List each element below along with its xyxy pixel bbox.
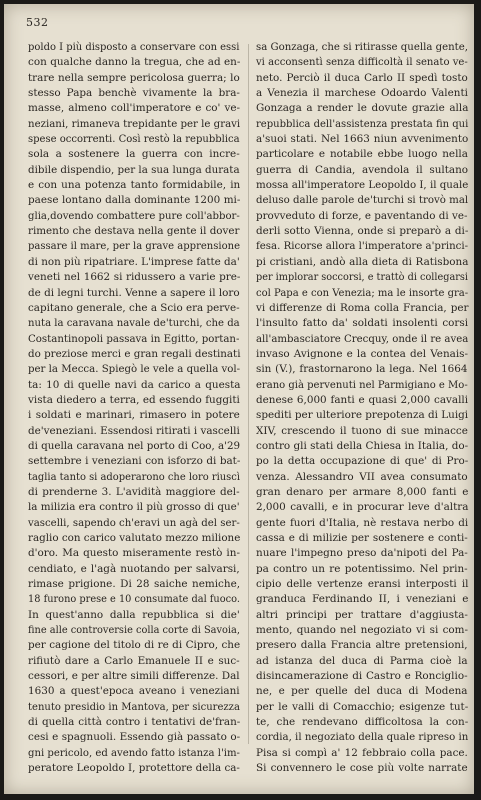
text-line: contro gli stati della Chiesa in Italia, do-	[256, 439, 469, 452]
text-line: do preziose merci e gran regali destinati	[28, 347, 241, 360]
text-line: neto. Perciò il duca Carlo II spedì tosto	[256, 71, 468, 84]
text-line: di non più ripatriare. L'imprese fatte da'	[28, 255, 240, 268]
text-line: venza. Alessandro VII avea consumato	[256, 470, 468, 483]
text-line: repubblica dell'assistenza prestata fin qui	[256, 117, 469, 130]
text-line: Pisa si compì a' 12 febbraio colla pace.	[256, 746, 468, 759]
text-line: spese occorrenti. Così restò la repubblica	[28, 133, 240, 146]
text-line: cordia, il negoziato della quale ripreso in	[256, 731, 469, 744]
text-line: la milizia era contro il più grosso di que'	[28, 501, 240, 514]
text-line: all'ambasciatore Crecquy, onde il re avea	[256, 332, 469, 345]
text-line: sola a sostenere la guerra con incre-	[28, 148, 240, 161]
text-line: dibile dispendio, per la sua lunga durata	[28, 163, 240, 176]
text-line: cesi e spagnuoli. Essendo già passato o-	[28, 731, 241, 744]
text-line: ta: 10 di quelle navi da carico a questa	[28, 378, 241, 391]
text-line: te, che rendevano difficoltosa la con-	[256, 716, 469, 729]
text-line: derli sotto Vienna, onde si preparò a di-	[256, 225, 469, 238]
text-line: l'insulto fatto da' soldati insolenti corsi	[256, 317, 469, 330]
text-line: pi cristiani, andò alla dieta di Ratisbona	[256, 255, 469, 268]
text-line: vascelli, sapendo ch'eravi un agà del ser-	[28, 516, 240, 529]
text-line: rimento che destava nella gente il dover	[28, 225, 240, 238]
text-line: particolare e notabile ebbe luogo nella	[256, 148, 468, 161]
text-line: 2,000 cavalli, e in procurar leve d'altra	[256, 501, 469, 514]
text-line: e con una potenza tanto formidabile, in	[28, 179, 241, 192]
text-line: capitano generale, che a Scio era perve-	[28, 301, 240, 314]
text-line: trare nella sempre pericolosa guerra; lo	[28, 71, 240, 84]
text-line: rifiutò dare a Carlo Emanuele II e suc-	[28, 654, 240, 667]
text-line: granduca Ferdinando II, i veneziani e	[256, 593, 469, 606]
text-line: i soldati e marinari, rimasero in potere	[28, 409, 240, 422]
text-line: XIV, crescendo il tuono di sue minacce	[256, 424, 468, 437]
text-line: Gonzaga a render le dovute grazie alla	[256, 102, 469, 115]
text-line: peratore Leopoldo I, protettore della ca-	[28, 762, 240, 775]
text-line: masse, almeno coll'imperatore e co' ve-	[28, 102, 241, 115]
text-line: per implorar soccorsi, e trattò di collegarsi	[256, 271, 468, 284]
text-line: paese lontano dalla dominante 1200 mi-	[28, 194, 241, 207]
text-line: poldo I più disposto a conservare con essi	[28, 41, 240, 53]
text-line: mento, quando nel negoziato vi si com-	[256, 624, 469, 637]
text-line: d'oro. Ma questo miseramente restò in-	[28, 547, 240, 560]
text-line: a'suoi stati. Nel 1663 niun avvenimento	[256, 133, 469, 146]
text-line: con qualche danno la tregua, che ad en-	[28, 56, 241, 69]
right-text-column	[256, 40, 468, 777]
text-line: sin (V.), frastornarono la lega. Nel 1664	[256, 363, 468, 376]
text-line: Si convennero le cose più volte narrate	[256, 762, 468, 775]
text-line: invaso Avignone e la contea del Venais-	[256, 347, 469, 360]
text-line: settembre i veneziani con isforzo di bat-	[28, 455, 241, 468]
text-line: tenuto presidio in Mantova, per sicurezza	[28, 700, 240, 713]
text-line: deluso dalle parole de'turchi si trovò mal	[256, 194, 469, 207]
text-line: nuta la caravana navale de'turchi, che da	[28, 317, 240, 330]
text-line: passare il mare, per la grave apprensione	[28, 240, 241, 253]
text-line: veneti nel 1662 si ridussero a varie pre-	[28, 271, 241, 284]
text-line: rimase prigione. Di 28 saiche nemiche,	[28, 578, 241, 591]
text-line: spediti per ulteriore prepotenza di Luigi	[256, 409, 469, 422]
text-line: taglia tanto si adoperarono che loro riuscì	[28, 470, 240, 483]
text-line: de di legni turchi. Venne a sapere il loro	[28, 286, 240, 299]
text-line: a Venezia il marchese Odoardo Valenti	[256, 87, 468, 100]
text-line: denese 6,000 fanti e quasi 2,000 cavalli	[256, 393, 469, 406]
page-number: 532	[26, 16, 49, 29]
text-line: vi differenze di Roma colla Francia, per	[256, 301, 469, 314]
text-line: vista diedero a terra, ed essendo fuggiti	[28, 393, 240, 406]
text-line: fine alle controversie colla corte di Savoia,	[28, 624, 241, 637]
left-text-column	[28, 40, 240, 777]
text-line: per la Mecca. Spiegò le vele a quella vol-	[28, 363, 241, 376]
text-line: di prenderne 3. L'avidità maggiore del-	[28, 485, 240, 498]
text-line: sa Gonzaga, che si ritirasse quella gente,	[256, 41, 468, 53]
text-line: disincamerazione di Castro e Ronciglio-	[256, 670, 468, 683]
text-line: col Papa e con Venezia; ma le insorte gra-	[256, 286, 469, 299]
text-line: In quest'anno dalla repubblica si die'	[28, 608, 240, 621]
text-line: stesso Papa benchè vivamente la bra-	[28, 87, 240, 100]
text-line: po la detta occupazione di que' di Pro-	[256, 455, 469, 468]
text-line: vi acconsentì senza difficoltà il senato ve-	[256, 56, 468, 69]
text-line: provveduto di forze, e paventando di ve-	[256, 209, 468, 222]
text-line: raglio con carico valutato mezzo milione	[28, 532, 241, 544]
text-line: mossa all'imperatore Leopoldo I, il quale	[256, 179, 469, 192]
text-line: di quella città contro i tentativi de'fran-	[28, 716, 241, 729]
text-line: cessori, e per altre simili differenze. Dal	[28, 670, 240, 683]
text-line: ad istanza del duca di Parma cioè la	[256, 654, 468, 667]
text-line: cendiato, e l'agà nuotando per salvarsi,	[28, 562, 240, 575]
text-line: gente fuori d'Italia, nè restava nerbo di	[256, 516, 469, 529]
column-gutter	[248, 44, 249, 744]
text-line: per le valli di Comacchio; esigenze tut-	[256, 700, 469, 713]
text-line: presero dalla Francia altre pretensioni,	[256, 639, 468, 652]
text-line: guerra di Candia, avendola il sultano	[256, 163, 469, 176]
text-line: de'veneziani. Essendosi ritirati i vascelli	[28, 424, 240, 437]
text-line: fesa. Ricorse allora l'imperatore a'princi-	[256, 240, 469, 253]
text-line: per cagione del titolo di re di Cipro, che	[28, 639, 241, 652]
text-line: gni pericolo, ed avendo fatto istanza l'im-	[28, 746, 240, 759]
text-line: neziani, rimaneva trepidante per le gravi	[28, 117, 241, 130]
text-line: altri principi per trattare d'aggiusta-	[256, 608, 468, 621]
text-line: gran denaro per armare 8,000 fanti e	[256, 485, 469, 498]
text-line: pa contro un re potentissimo. Nel prin-	[256, 562, 468, 575]
text-line: 18 furono prese e 10 consumate dal fuoco.	[28, 593, 240, 606]
text-line: cipio delle vertenze eransi interposti il	[256, 578, 469, 591]
text-line: ne, e per quelle del duca di Modena	[256, 685, 468, 698]
text-line: 1630 a quest'epoca aveano i veneziani	[28, 685, 240, 698]
text-line: glia,dovendo combattere pure coll'abbor-	[28, 209, 240, 222]
text-line: cassa e di milizie per sostenere e conti-	[256, 532, 468, 544]
book-page	[4, 4, 474, 794]
text-line: di quella caravana nel porto di Coo, a'29	[28, 439, 241, 452]
text-line: nuare l'impegno preso da'nipoti del Pa-	[256, 547, 468, 560]
text-line: erano già pervenuti nel Parmigiano e Mo-	[256, 378, 468, 391]
text-line: Costantinopoli passava in Egitto, portan-	[28, 332, 240, 345]
